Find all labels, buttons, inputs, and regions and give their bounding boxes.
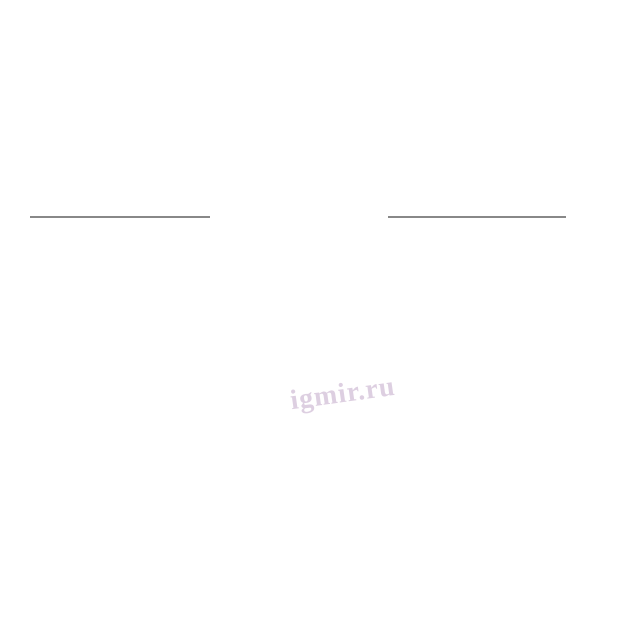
watermark-logo: igmir.ru bbox=[288, 370, 398, 417]
